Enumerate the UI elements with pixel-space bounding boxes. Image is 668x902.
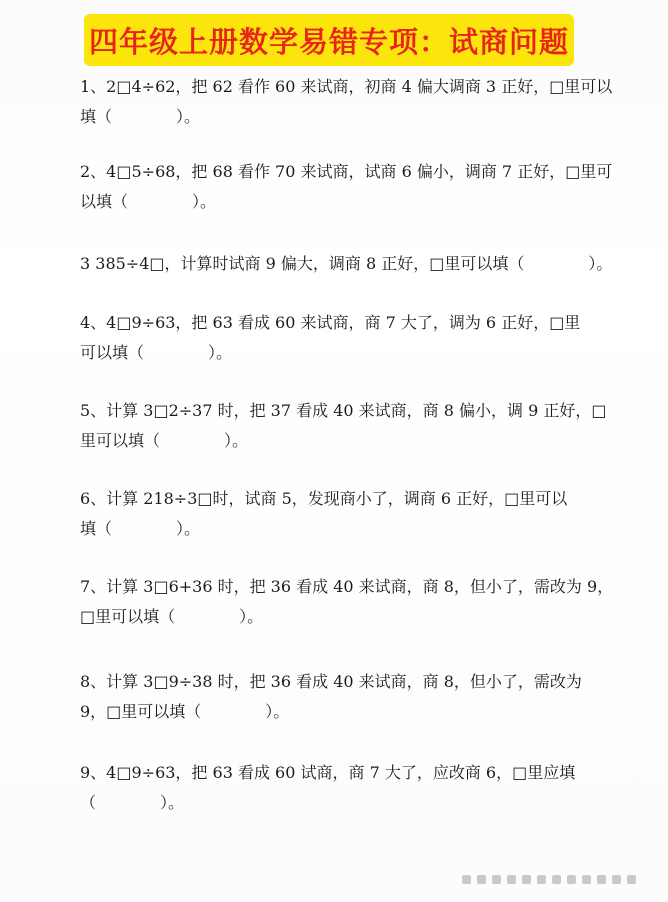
question-line: 3 385÷4□，计算时试商 9 偏大，调商 8 正好，□里可以填（ ）。 bbox=[80, 254, 613, 273]
question-line: 填（ ）。 bbox=[80, 519, 201, 538]
dot-icon bbox=[462, 875, 471, 884]
question-4 bbox=[80, 308, 588, 368]
question-8 bbox=[80, 667, 588, 727]
dot-icon bbox=[492, 875, 501, 884]
question-line: 5、计算 3□2÷37 时，把 37 看成 40 来试商，商 8 偏小，调 9 正好，□ bbox=[80, 401, 607, 420]
question-7 bbox=[80, 572, 614, 632]
question-2 bbox=[80, 157, 613, 217]
dot-icon bbox=[582, 875, 591, 884]
dot-icon bbox=[537, 875, 546, 884]
page-title: 四年级上册数学易错专项：试商问题 bbox=[88, 24, 569, 59]
question-line: 9、4□9÷63，把 63 看成 60 试商，商 7 大了，应改商 6，□里应填 bbox=[80, 763, 576, 782]
question-line: 8、计算 3□9÷38 时，把 36 看成 40 来试商，商 8，但小了，需改为 bbox=[80, 672, 582, 691]
question-line: 6、计算 218÷3□时，试商 5，发现商小了，调商 6 正好，□里可以 bbox=[80, 489, 568, 508]
question-3 bbox=[80, 249, 613, 279]
dot-icon bbox=[477, 875, 486, 884]
question-line: 可以填（ ）。 bbox=[80, 343, 233, 362]
question-line: 填（ ）。 bbox=[80, 107, 201, 126]
question-9 bbox=[80, 758, 588, 818]
question-line: 里可以填（ ）。 bbox=[80, 431, 249, 450]
dot-icon bbox=[507, 875, 516, 884]
question-line: 7、计算 3□6+36 时，把 36 看成 40 来试商，商 8，但小了，需改为 9， bbox=[80, 577, 614, 596]
question-line: 1、2□4÷62，把 62 看作 60 来试商，初商 4 偏大调商 3 正好，□里可以 bbox=[80, 77, 613, 96]
dot-icon bbox=[612, 875, 621, 884]
question-line: 以填（ ）。 bbox=[80, 192, 217, 211]
question-line: 9，□里可以填（ ）。 bbox=[80, 702, 290, 721]
dot-icon bbox=[567, 875, 576, 884]
dot-icon bbox=[597, 875, 606, 884]
dot-icon bbox=[522, 875, 531, 884]
question-line: □里可以填（ ）。 bbox=[80, 607, 264, 626]
watermark-dots bbox=[462, 868, 636, 890]
question-5 bbox=[80, 396, 607, 456]
question-line: （ ）。 bbox=[80, 793, 185, 812]
dot-icon bbox=[552, 875, 561, 884]
question-line: 4、4□9÷63，把 63 看成 60 来试商，商 7 大了，调为 6 正好，□里 bbox=[80, 313, 581, 332]
question-6 bbox=[80, 484, 588, 544]
dot-icon bbox=[627, 875, 636, 884]
question-line: 2、4□5÷68，把 68 看作 70 来试商，试商 6 偏小，调商 7 正好，□里可 bbox=[80, 162, 613, 181]
question-1 bbox=[80, 72, 613, 132]
